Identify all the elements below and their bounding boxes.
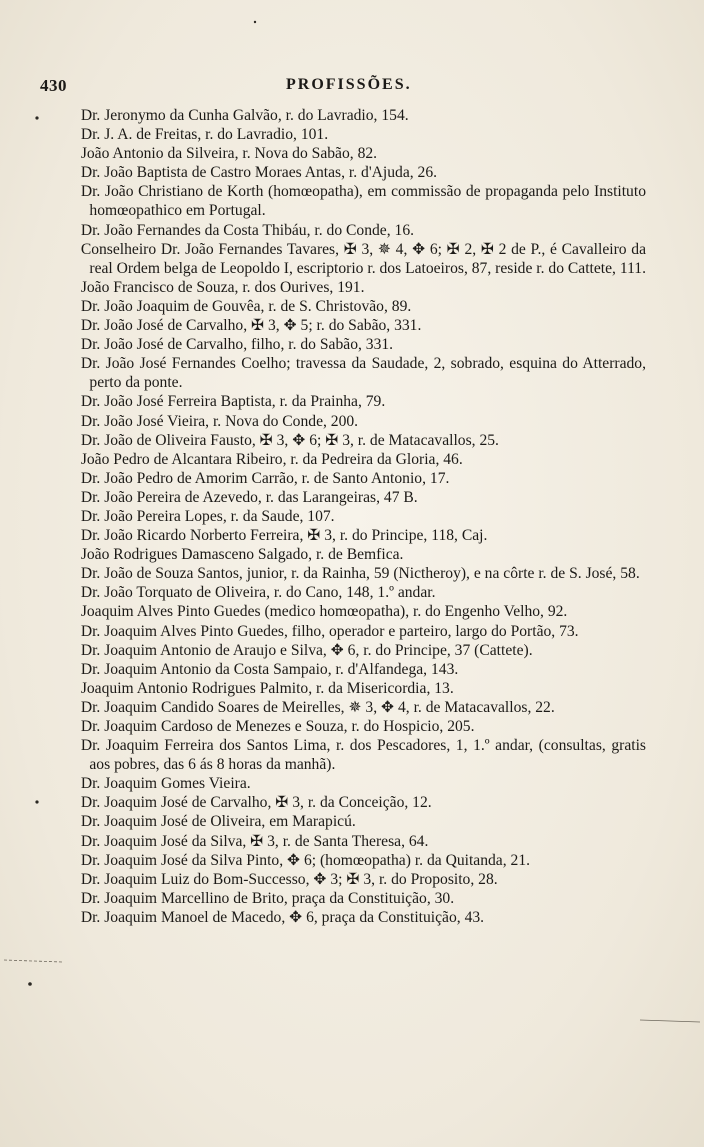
directory-entry: Dr. Joaquim Marcellino de Brito, praça da Constituição, 30. [80,889,455,907]
directory-entry: Dr. João José Fernandes Coelho; travessa da Saudade, 2, sobrado, esquina do Atterrado, perto da ponte. [80,355,646,392]
scan-speck [254,21,256,23]
directory-entry: João Antonio da Silveira, r. Nova do Sabão, 82. [80,145,378,163]
directory-entry: Dr. João de Souza Santos, junior, r. da Rainha, 59 (Nictheroy), e na côrte r. de S. José, 58. [80,565,640,583]
scan-stray-line [640,1020,700,1022]
scan-stray-line [4,960,62,962]
directory-entry: Dr. João Pereira Lopes, r. da Saude, 107. [80,507,335,525]
directory-entry: Dr. Joaquim Luiz do Bom-Successo, ✥ 3; ✠ 3, r. do Proposito, 28. [80,870,498,888]
page-number: 430 [40,76,67,95]
directory-entry: Dr. Joaquim José de Oliveira, em Marapicú. [80,813,356,831]
directory-list [66,106,646,927]
directory-entry: Dr. João Fernandes da Costa Thibáu, r. do Conde, 16. [80,221,415,239]
directory-entry: Dr. João Pereira de Azevedo, r. das Larangeiras, 47 B. [80,488,418,506]
directory-entry: Dr. João José Ferreira Baptista, r. da Prainha, 79. [80,393,386,411]
directory-entry: Dr. Jeronymo da Cunha Galvão, r. do Lavradio, 154. [80,107,409,124]
scan-speck [35,116,38,119]
running-head: PROFISSÕES. [286,76,412,93]
directory-entry: Dr. Joaquim Gomes Vieira. [80,775,251,793]
directory-entry: Dr. J. A. de Freitas, r. do Lavradio, 101. [80,126,329,144]
directory-entry: Dr. João José Vieira, r. Nova do Conde, 200. [80,412,359,430]
directory-entry: Conselheiro Dr. João Fernandes Tavares, ✠ 3, ✵ 4, ✥ 6; ✠ 2, ✠ 2 de P., é Cavalleiro da real Ordem belga de Leopoldo I, escriptorio r. dos Latoeiros, 87, reside r. do Cattete, 111. [80,240,646,277]
directory-entry: Dr. João Pedro de Amorim Carrão, r. de Santo Antonio, 17. [80,469,450,487]
scan-speck [35,800,38,803]
directory-entry: Dr. Joaquim Cardoso de Menezes e Souza, r. do Hospicio, 205. [80,718,475,735]
directory-entry: Dr. Joaquim Ferreira dos Santos Lima, r. dos Pescadores, 1, 1.º andar, (consultas, gratis aos pobres, das 6 ás 8 horas da manhã). [80,737,646,774]
directory-entry: Dr. Joaquim Manoel de Macedo, ✥ 6, praça da Constituição, 43. [80,908,485,926]
directory-entry: Dr. João José de Carvalho, ✠ 3, ✥ 5; r. do Sabão, 331. [80,317,422,335]
directory-entry: Dr. Joaquim Alves Pinto Guedes, filho, operador e parteiro, largo do Portão, 73. [80,622,579,640]
directory-entry: Dr. Joaquim Antonio de Araujo e Silva, ✥ 6, r. do Principe, 37 (Cattete). [80,641,533,659]
directory-entry: Joaquim Antonio Rodrigues Palmito, r. da Misericordia, 13. [80,679,454,697]
directory-entry: Dr. Joaquim Antonio da Costa Sampaio, r. d'Alfandega, 143. [80,660,459,678]
directory-entry: Dr. João José de Carvalho, filho, r. do Sabão, 331. [80,336,394,354]
directory-entry: João Rodrigues Damasceno Salgado, r. de Bemfica. [80,546,404,564]
directory-entry: Dr. Joaquim José da Silva, ✠ 3, r. de Santa Theresa, 64. [80,832,429,850]
directory-entry: Dr. João Baptista de Castro Moraes Antas, r. d'Ajuda, 26. [80,164,438,182]
page-header [40,76,648,100]
directory-entry: Dr. João de Oliveira Fausto, ✠ 3, ✥ 6; ✠ 3, r. de Matacavallos, 25. [80,431,499,449]
directory-entry: Dr. Joaquim José de Carvalho, ✠ 3, r. da Conceição, 12. [80,794,432,812]
directory-entry: Dr. Joaquim Candido Soares de Meirelles, ✵ 3, ✥ 4, r. de Matacavallos, 22. [80,698,555,716]
directory-entry: Dr. João Christiano de Korth (homœopatha), em commissão de propaganda pelo Instituto homœopathico em Portugal. [80,183,646,220]
directory-entry: João Francisco de Souza, r. dos Ourives, 191. [80,278,365,296]
scan-speck [28,982,32,986]
directory-entry: João Pedro de Alcantara Ribeiro, r. da Pedreira da Gloria, 46. [80,450,463,468]
directory-entry: Joaquim Alves Pinto Guedes (medico homœopatha), r. do Engenho Velho, 92. [80,603,568,621]
directory-entry: Dr. João Ricardo Norberto Ferreira, ✠ 3, r. do Principe, 118, Caj. [80,527,488,545]
directory-entry: Dr. Joaquim José da Silva Pinto, ✥ 6; (homœopatha) r. da Quitanda, 21. [80,851,531,869]
directory-entry: Dr. João Joaquim de Gouvêa, r. de S. Christovão, 89. [80,297,412,315]
directory-entry: Dr. João Torquato de Oliveira, r. do Cano, 148, 1.º andar. [80,584,436,602]
